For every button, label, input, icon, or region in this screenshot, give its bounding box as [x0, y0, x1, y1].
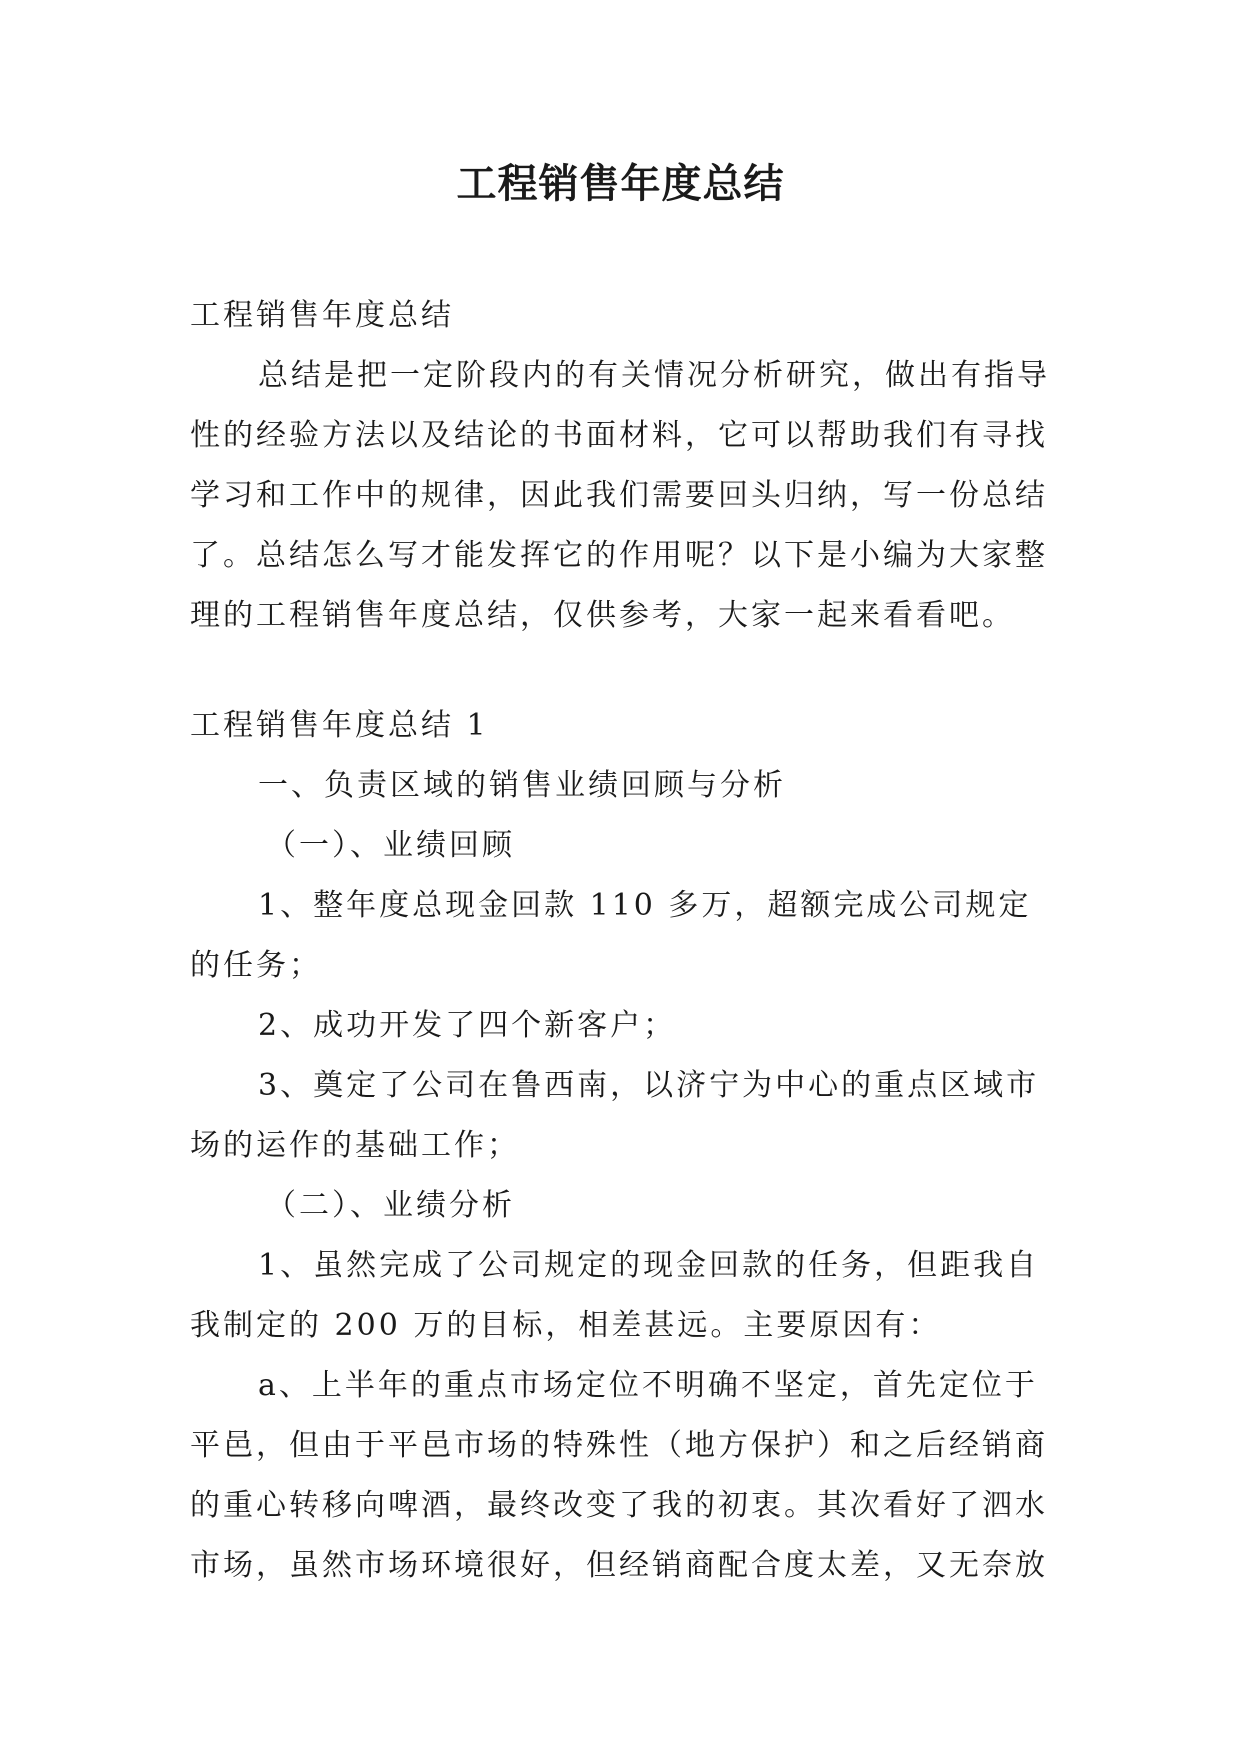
list-item: 3、奠定了公司在鲁西南，以济宁为中心的重点区域市场的运作的基础工作； [190, 1068, 1040, 1163]
subtitle: 工程销售年度总结 [190, 298, 454, 333]
document-title: 工程销售年度总结 [456, 160, 785, 207]
section-title: 工程销售年度总结 1 [190, 708, 489, 743]
analysis-paragraph: 1、虽然完成了公司规定的现金回款的任务，但距我自我制定的 200 万的目标，相差甚远。主要原因有： [190, 1248, 1040, 1343]
list-item: 1、整年度总现金回款 110 多万，超额完成公司规定的任务； [190, 888, 1032, 983]
paragraph-spacer [190, 646, 1052, 696]
subsection-heading-analysis: （二）、业绩分析 [266, 1188, 515, 1223]
document-body [190, 286, 1052, 1596]
list-item: 2、成功开发了四个新客户； [258, 1008, 677, 1043]
subsection-heading-review: （一）、业绩回顾 [266, 828, 515, 863]
intro-paragraph: 总结是把一定阶段内的有关情况分析研究，做出有指导性的经验方法以及结论的书面材料，它可以帮助我们有寻找学习和工作中的规律，因此我们需要回头归纳，写一份总结了。总结怎么写才能发挥它的作用呢？以下是小编为大家整理的工程销售年度总结，仅供参考，大家一起来看看吧。 [190, 358, 1050, 633]
analysis-paragraph: a、上半年的重点市场定位不明确不坚定，首先定位于平邑，但由于平邑市场的特殊性（地方保护）和之后经销商的重心转移向啤酒，最终改变了我的初衷。其次看好了泗水市场，虽然市场环境很好，但经销商配合度太差，又无奈放 [190, 1368, 1048, 1583]
part-heading: 一、负责区域的销售业绩回顾与分析 [258, 768, 786, 803]
